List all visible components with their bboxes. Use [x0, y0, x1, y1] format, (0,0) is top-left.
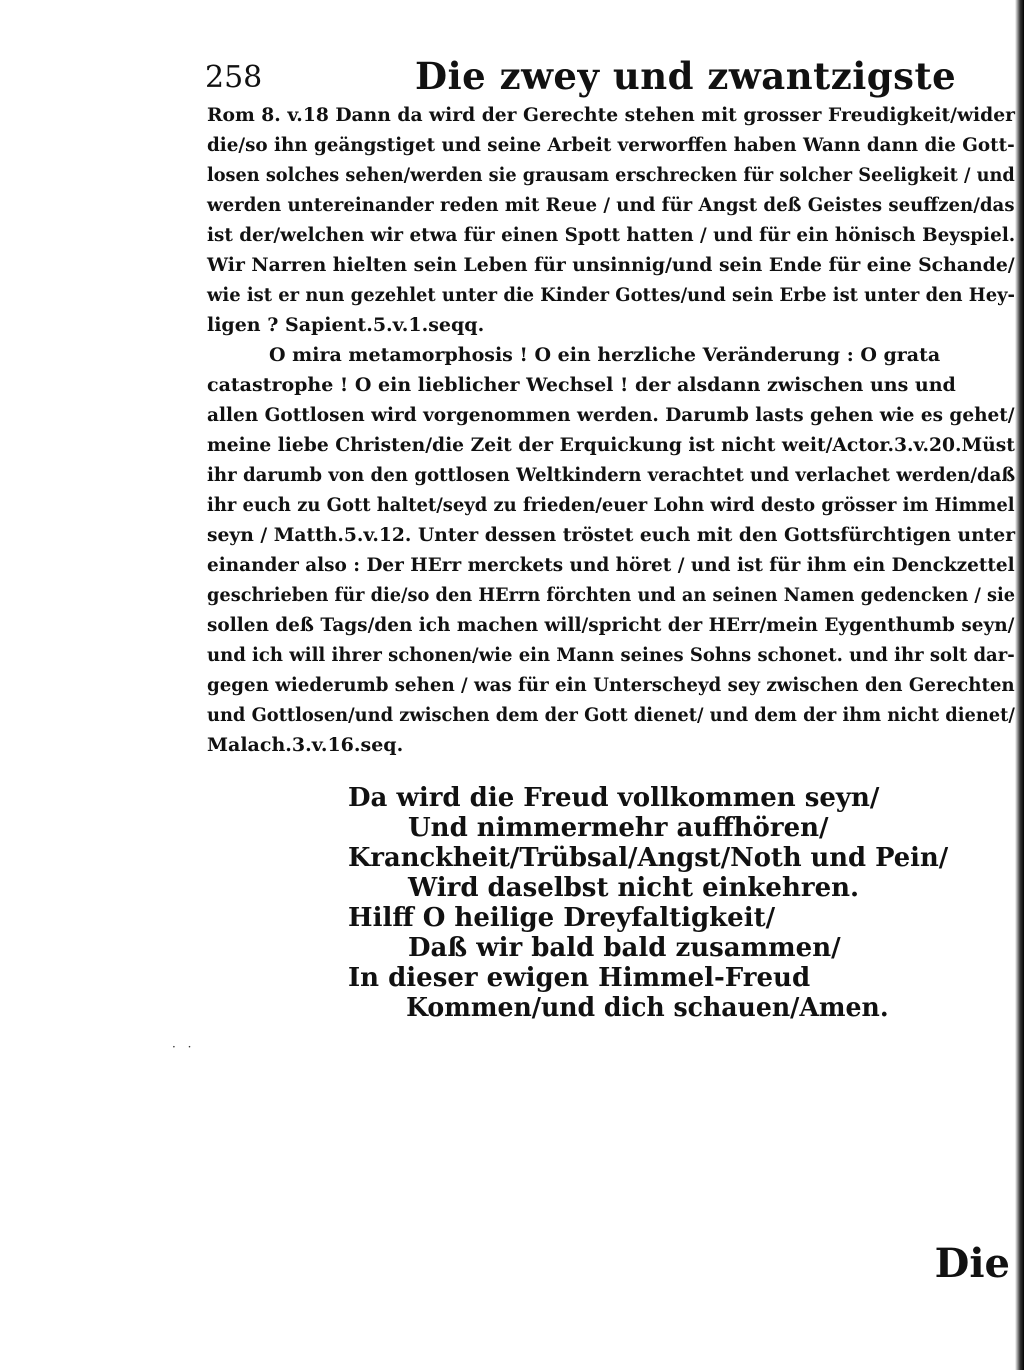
text-line: allen Gottlosen wird vorgenommen werden. Darumb lasts gehen wie es gehet/ — [207, 404, 1015, 426]
running-head: Die zwey und zwantzigste — [415, 54, 957, 98]
text-line: Wir Narren hielten sein Leben für unsinnig/und sein Ende für eine Schande/ — [207, 254, 1015, 276]
text-line: ihr darumb von den gottlosen Weltkindern verachtet und verlachet werden/daß — [207, 464, 1016, 486]
verse-line: Und nimmermehr auffhören/ — [408, 813, 829, 843]
body-text — [207, 100, 1017, 760]
text-line: einander also : Der HErr merckets und höret / und ist für ihm ein Denckzettel — [207, 554, 1015, 576]
text-line: seyn / Matth.5.v.12. Unter dessen tröstet euch mit den Gottsfürchtigen unter — [207, 524, 1016, 546]
verse-line: Wird daselbst nicht einkehren. — [408, 873, 860, 903]
verse-line: Kranckheit/Trübsal/Angst/Noth und Pein/ — [348, 843, 949, 873]
verse-line: Daß wir bald bald zusammen/ — [408, 933, 841, 963]
verse-line: Hilff O heilige Dreyfaltigkeit/ — [348, 903, 776, 933]
text-line: und ich will ihrer schonen/wie ein Mann seines Sohns schonet. und ihr solt dar- — [207, 644, 1015, 666]
text-line: geschrieben für die/so den HErrn förchten und an seinen Namen gedencken / sie — [207, 584, 1016, 606]
text-line: werden untereinander reden mit Reue / und für Angst deß Geistes seuffzen/das — [207, 194, 1015, 216]
ink-specks: · · — [172, 1040, 196, 1054]
text-line: losen solches sehen/werden sie grausam erschrecken für solcher Seeligkeit / und — [207, 164, 1015, 186]
verse-line: Kommen/und dich schauen/Amen. — [406, 993, 889, 1023]
text-line: gegen wiederumb sehen / was für ein Unterscheyd sey zwischen den Gerechten — [207, 674, 1015, 696]
text-line: ihr euch zu Gott haltet/seyd zu frieden/euer Lohn wird desto grösser im Himmel — [207, 494, 1015, 516]
text-line: catastrophe ! O ein lieblicher Wechsel ! der alsdann zwischen uns und — [207, 374, 956, 396]
text-line: meine liebe Christen/die Zeit der Erquickung ist nicht weit/Actor.3.v.20.Müst — [207, 434, 1015, 456]
text-line: Rom 8. v.18 Dann da wird der Gerechte stehen mit grosser Freudigkeit/wider — [207, 104, 1015, 126]
verse-line: Da wird die Freud vollkommen seyn/ — [348, 783, 880, 813]
paragraph-start-line: O mira metamorphosis ! O ein herzliche Veränderung : O grata — [269, 344, 941, 366]
text-line: und Gottlosen/und zwischen dem der Gott dienet/ und dem der ihm nicht dienet/ — [207, 704, 1015, 726]
catchword: Die — [934, 1240, 1010, 1287]
text-line: ist der/welchen wir etwa für einen Spott hatten / und für ein hönisch Beyspiel. — [207, 224, 1016, 246]
verse-line: In dieser ewigen Himmel-Freud — [348, 963, 811, 993]
text-line: die/so ihn geängstiget und seine Arbeit verworffen haben Wann dann die Gott- — [207, 134, 1015, 156]
text-line: sollen deß Tags/den ich machen will/spricht der HErr/mein Eygenthumb seyn/ — [207, 614, 1015, 636]
verse-block — [348, 783, 948, 1023]
page-header — [205, 50, 1015, 102]
text-line: ligen ? Sapient.5.v.1.seqq. — [207, 314, 485, 336]
text-line: Malach.3.v.16.seq. — [207, 734, 404, 756]
page-number: 258 — [205, 60, 263, 95]
text-line: wie ist er nun gezehlet unter die Kinder Gottes/und sein Erbe ist unter den Hey- — [207, 284, 1015, 306]
